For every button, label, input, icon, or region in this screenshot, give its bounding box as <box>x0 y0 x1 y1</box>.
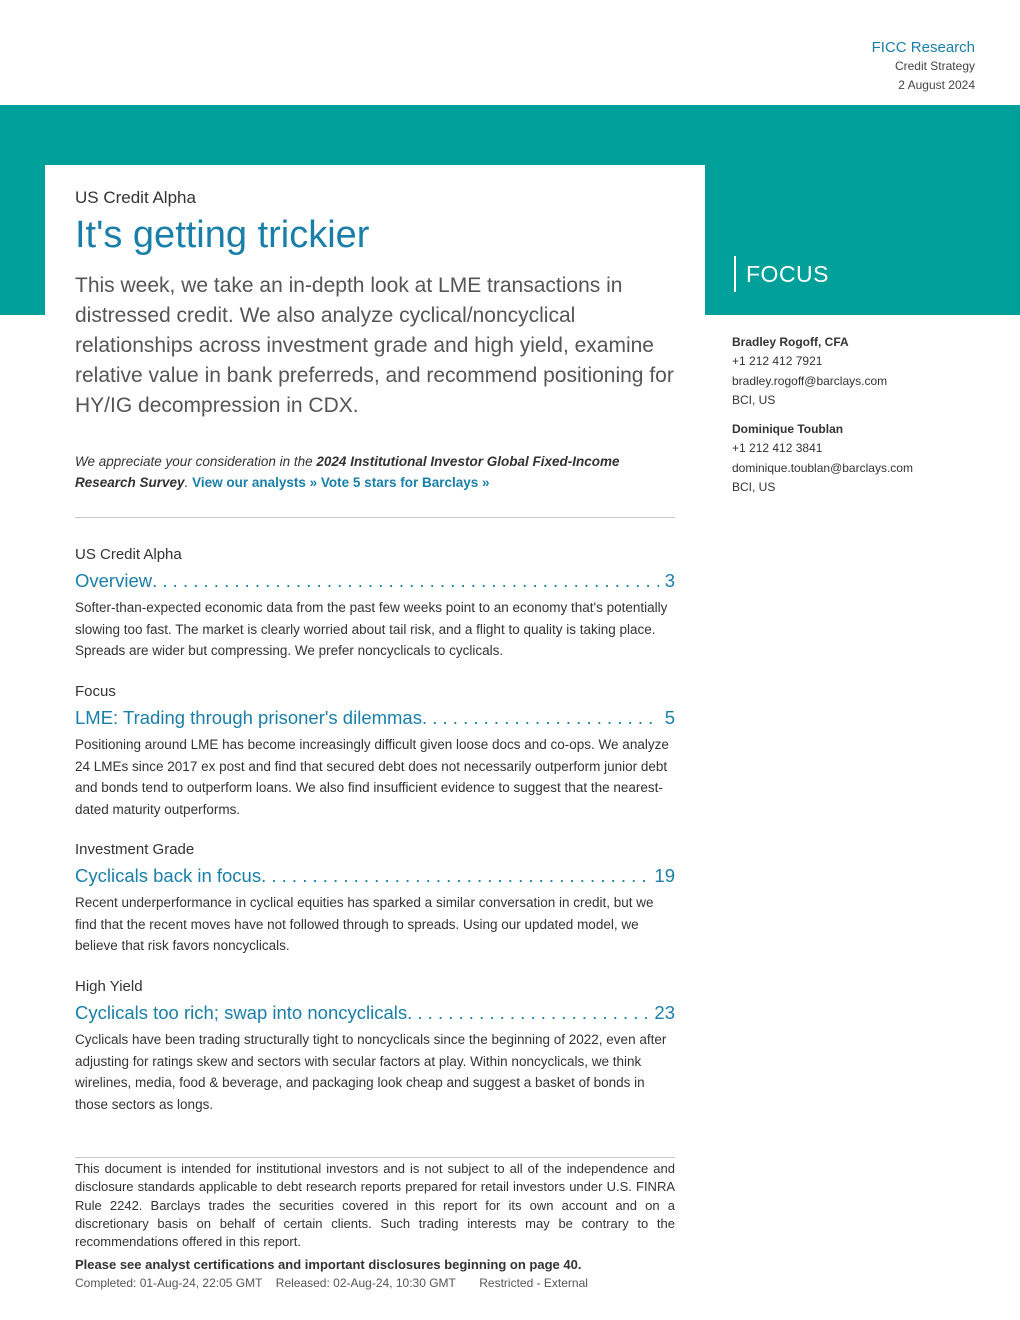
research-division: FICC Research <box>871 39 975 56</box>
department-name: Credit Strategy <box>894 59 975 73</box>
analyst-entity: BCI, US <box>732 392 776 407</box>
analyst-name: Bradley Rogoff, CFA <box>732 335 849 349</box>
analyst-contact <box>732 333 887 410</box>
view-analysts-link[interactable]: View our analysts » <box>192 475 318 490</box>
divider <box>75 517 675 518</box>
toc-leader <box>407 1000 648 1026</box>
toc-leader <box>422 705 659 731</box>
analyst-entity: BCI, US <box>732 479 776 494</box>
toc-section <box>75 977 675 1115</box>
section-description: Positioning around LME has become increasingly difficult given loose docs and co-ops. We analyze 24 LMEs since 2017 ex post and find that secured debt does not necessarily outperform junior debt and bonds tend to outperform loans. We also find insufficient evidence to suggest that the nearest-dated maturity outperforms. <box>75 737 669 817</box>
survey-note <box>75 451 675 493</box>
vote-link[interactable]: Vote 5 stars for Barclays » <box>320 475 490 490</box>
document-header <box>872 38 975 95</box>
section-category: High Yield <box>75 978 143 995</box>
toc-entry-overview[interactable] <box>75 568 675 594</box>
toc-page-number: 5 <box>664 707 675 728</box>
toc-entry-cyclicals-focus[interactable] <box>75 863 675 889</box>
section-category: US Credit Alpha <box>75 546 182 563</box>
toc-leader <box>261 863 648 889</box>
publication-meta <box>75 1276 598 1290</box>
toc-leader <box>152 568 659 594</box>
completed-timestamp: Completed: 01-Aug-24, 22:05 GMT <box>75 1276 263 1290</box>
section-category: Investment Grade <box>75 841 195 858</box>
toc-section <box>75 682 675 820</box>
analyst-email[interactable]: bradley.rogoff@barclays.com <box>732 373 888 388</box>
survey-period: . <box>184 475 193 490</box>
toc-entry-lme[interactable] <box>75 705 675 731</box>
disclaimer-text: This document is intended for institutional investors and is not subject to all of the independence and disclosure standards applicable to debt research reports prepared for retail investors under U.S. FINRA Rule 2242. Barclays trades the securities covered in this report for its own account and on a discretionary basis on behalf of certain clients. Such trading interests may be contrary to the recommendations offered in this report. <box>75 1161 675 1250</box>
analyst-phone: +1 212 412 7921 <box>732 354 823 369</box>
survey-name: 2024 Institutional Investor Global Fixed-Income Research Survey <box>75 454 620 490</box>
toc-section <box>75 545 675 662</box>
toc-title: Cyclicals too rich; swap into noncyclicals <box>75 1002 408 1023</box>
toc-title: LME: Trading through prisoner's dilemmas <box>75 707 422 728</box>
toc-page-number: 19 <box>654 865 675 886</box>
section-category: Focus <box>75 683 116 700</box>
footer-divider <box>75 1157 675 1158</box>
analyst-name: Dominique Toublan <box>732 422 844 436</box>
disclosures-note: Please see analyst certifications and important disclosures beginning on page 40. <box>75 1257 582 1272</box>
publication-date: 2 August 2024 <box>898 78 975 92</box>
analyst-phone: +1 212 412 3841 <box>732 441 823 456</box>
section-description: Softer-than-expected economic data from the past few weeks point to an economy that's potentially slowing too fast. The market is clearly worried about tail risk, and a flight to quality is taking place. Spreads are wider but compressing. We prefer noncyclicals to cyclicals. <box>75 600 668 658</box>
report-summary: This week, we take an in-depth look at LME transactions in distressed credit. We also analyze cyclical/noncyclical relationships across investment grade and high yield, examine relative value in bank preferreds, and recommend positioning for HY/IG decompression in CDX. <box>75 274 674 417</box>
analyst-contact <box>732 420 913 497</box>
toc-section <box>75 840 675 957</box>
section-description: Cyclicals have been trading structurally tight to noncyclicals since the beginning of 2022, even after adjusting for ratings skew and sectors with secular factors at play. Within noncyclicals, we think wirelines, media, food & beverage, and packaging look cheap and suggest a basket of bonds in those sectors as longs. <box>75 1032 667 1112</box>
report-series: US Credit Alpha <box>75 188 196 207</box>
toc-page-number: 3 <box>664 570 675 591</box>
toc-entry-cyclicals-rich[interactable] <box>75 1000 675 1026</box>
toc-title: Cyclicals back in focus <box>75 865 262 886</box>
section-description: Recent underperformance in cyclical equities has sparked a similar conversation in credit, but we find that the recent moves have not followed through to spreads. Using our updated model, we believe that risk favors noncyclicals. <box>75 895 654 953</box>
released-timestamp: Released: 02-Aug-24, 10:30 GMT <box>275 1276 456 1290</box>
analyst-email[interactable]: dominique.toublan@barclays.com <box>732 460 913 475</box>
survey-intro: We appreciate your consideration in the <box>75 454 317 469</box>
classification-label: Restricted - External <box>479 1276 588 1290</box>
toc-title: Overview <box>75 570 153 591</box>
report-title: It's getting trickier <box>75 214 370 256</box>
toc-page-number: 23 <box>654 1002 675 1023</box>
focus-label: FOCUS <box>734 256 829 292</box>
